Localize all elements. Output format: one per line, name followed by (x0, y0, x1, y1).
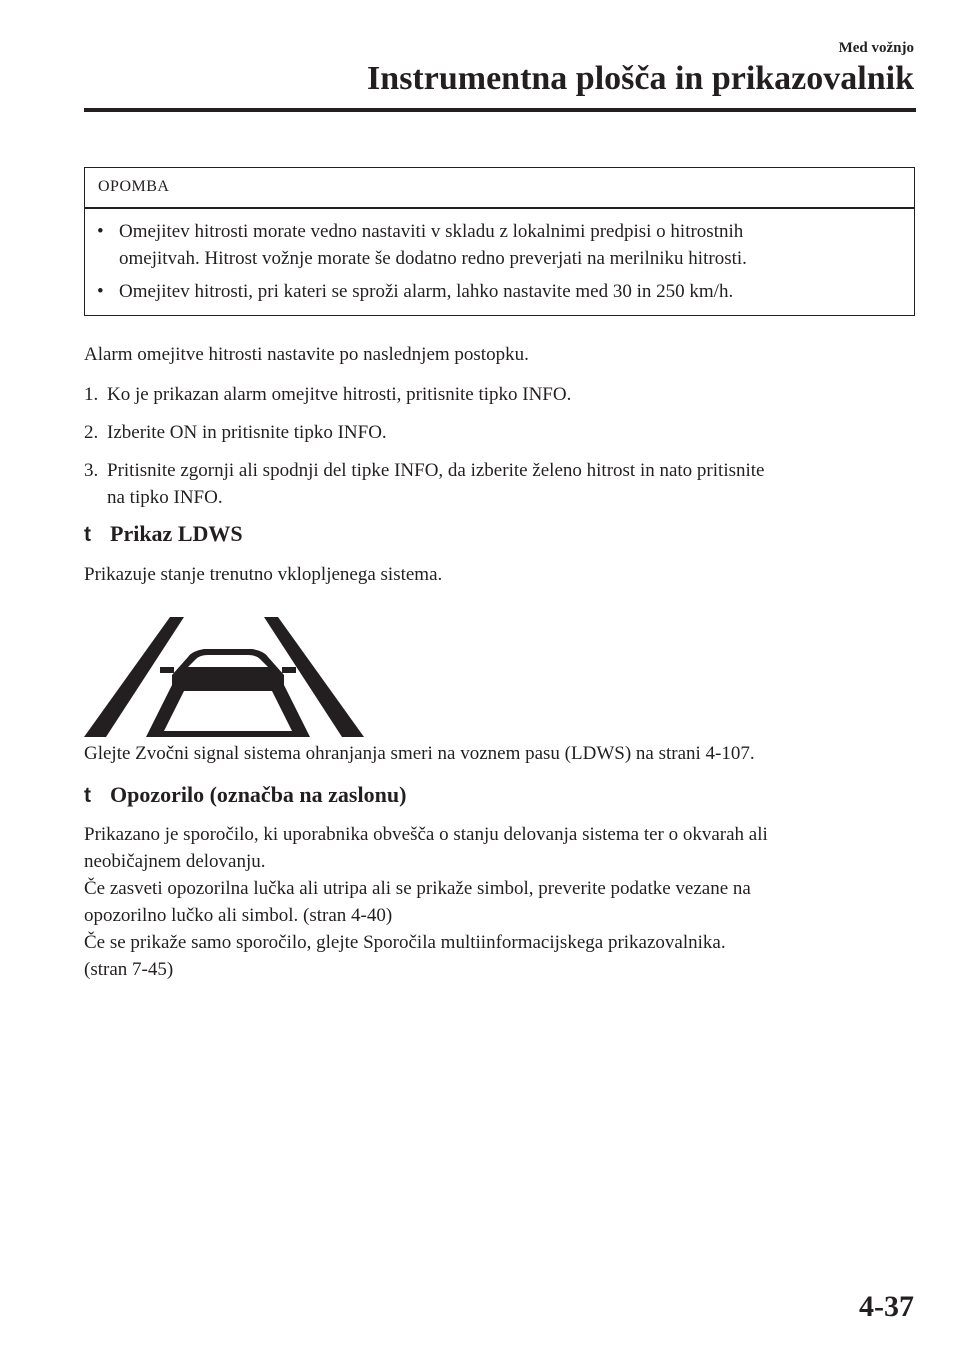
bullet-icon: • (97, 281, 104, 302)
body-line: Prikazano je sporočilo, ki uporabnika obvešča o stanju delovanja sistema ter o okvarah ali (84, 824, 768, 845)
note-text-line: omejitvah. Hitrost vožnje morate še dodatno redno preverjati na merilniku hitrosti. (119, 248, 747, 269)
section-body (84, 821, 914, 983)
step-text: na tipko INFO. (107, 487, 223, 508)
intro-paragraph: Alarm omejitve hitrosti nastavite po naslednjem postopku. (84, 344, 529, 365)
section-reference: Glejte Zvočni signal sistema ohranjanja smeri na voznem pasu (LDWS) na strani 4-107. (84, 743, 755, 764)
body-line: Če se prikaže samo sporočilo, glejte Sporočila multiinformacijskega prikazovalnika. (84, 932, 726, 953)
body-line: (stran 7-45) (84, 959, 174, 980)
page-number: 4-37 (859, 1290, 914, 1323)
note-item (97, 218, 898, 272)
section-heading (84, 521, 243, 547)
lane-departure-icon (84, 617, 364, 737)
step-text: Pritisnite zgornji ali spodnji del tipke INFO, da izberite želeno hitrost in nato pritisnite (107, 460, 765, 481)
section-marker-icon: t (84, 784, 91, 807)
section-body: Prikazuje stanje trenutno vklopljenega sistema. (84, 564, 443, 585)
step-text: Izberite ON in pritisnite tipko INFO. (107, 422, 387, 443)
section-marker-icon: t (84, 523, 91, 546)
step-text-block (107, 457, 910, 511)
page-title: Instrumentna plošča in prikazovalnik (367, 60, 914, 97)
step-number: 1. (84, 384, 99, 405)
body-line: Če zasveti opozorilna lučka ali utripa ali se prikaže simbol, preverite podatke vezane na (84, 878, 751, 899)
note-item (97, 278, 898, 305)
section-label: Med vožnjo (838, 40, 914, 56)
section-heading (84, 782, 406, 808)
step-number: 2. (84, 422, 99, 443)
step-number: 3. (84, 460, 99, 481)
header-divider (84, 108, 916, 112)
note-text-line: Omejitev hitrosti, pri kateri se sproži alarm, lahko nastavite med 30 in 250 km/h. (119, 281, 734, 302)
note-text-line: Omejitev hitrosti morate vedno nastaviti v skladu z lokalnimi predpisi o hitrostnih (119, 221, 744, 242)
step-text: Ko je prikazan alarm omejitve hitrosti, pritisnite tipko INFO. (107, 384, 572, 405)
body-line: opozorilno lučko ali simbol. (stran 4-40) (84, 905, 393, 926)
note-divider (85, 207, 914, 209)
body-line: neobičajnem delovanju. (84, 851, 266, 872)
section-heading-text: Opozorilo (označba na zaslonu) (110, 782, 407, 807)
note-box (84, 167, 915, 316)
procedure-step (84, 457, 910, 513)
note-title: OPOMBA (98, 178, 170, 195)
bullet-icon: • (97, 221, 104, 242)
section-heading-text: Prikaz LDWS (110, 521, 243, 546)
